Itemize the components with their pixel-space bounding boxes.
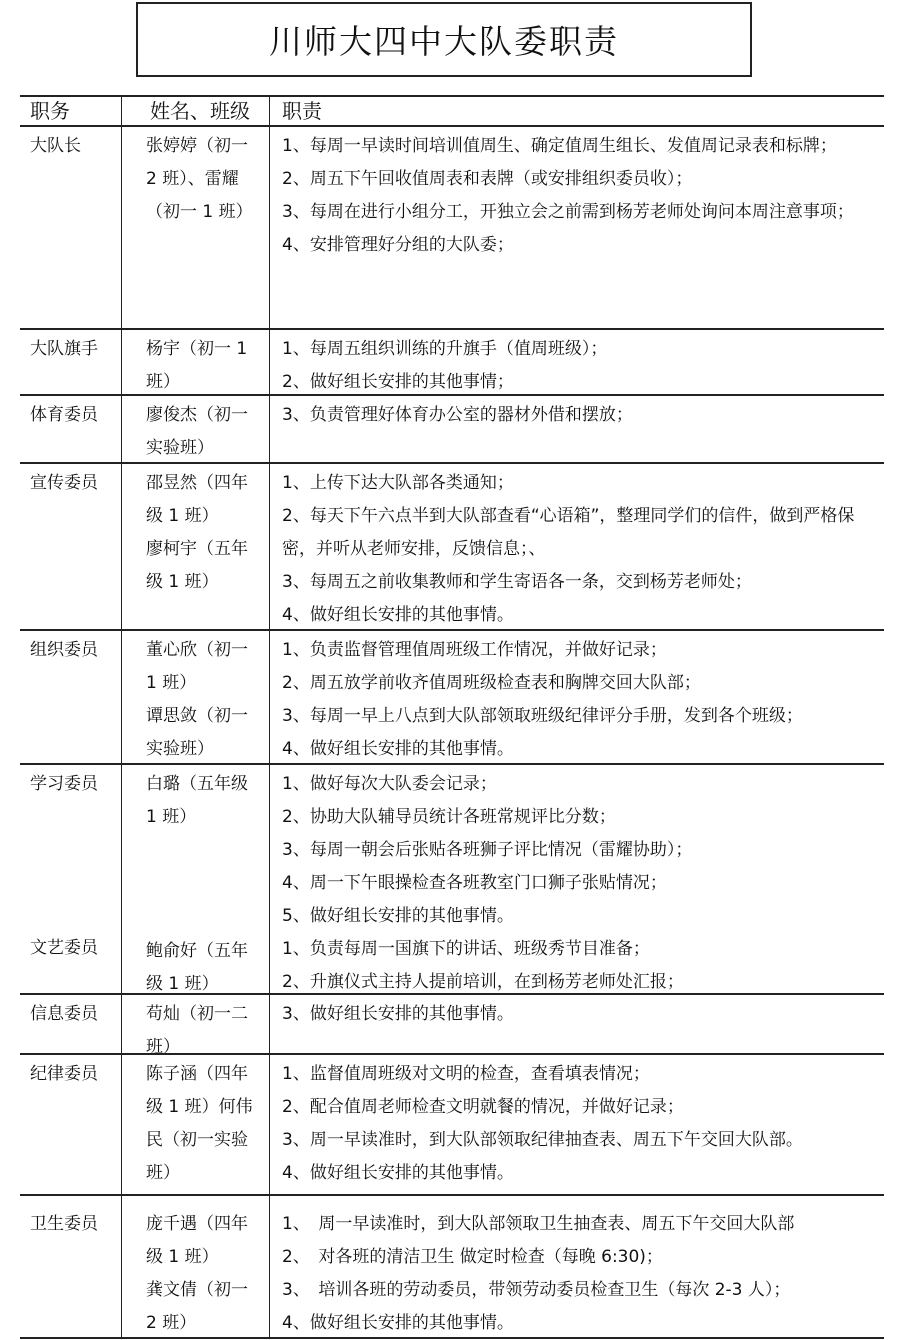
name-line: 级 1 班） <box>146 506 219 526</box>
name-line: 杨宇（初一 1 <box>146 339 248 359</box>
duty-line: 2、配合值周老师检查文明就餐的情况，并做好记录； <box>282 1097 684 1117</box>
sub-name-line: 级 1 班） <box>146 974 219 994</box>
name-line: 实验班） <box>146 438 214 458</box>
name-line: 班） <box>146 372 180 392</box>
duty-line: 2、 对各班的清洁卫生 做定时检查（每晚 6:30)； <box>282 1247 663 1267</box>
name-line: 民（初一实验 <box>146 1130 248 1150</box>
header-duty: 职责 <box>282 99 322 123</box>
duty-line: 2、做好组长安排的其他事情； <box>282 372 514 392</box>
duty-cell <box>270 1196 884 1337</box>
duty-cell <box>270 1055 884 1194</box>
name-line: 庞千遇（四年 <box>146 1214 248 1234</box>
name-cell <box>122 396 270 462</box>
sub-role-label: 文艺委员 <box>30 938 98 958</box>
name-cell <box>122 631 270 763</box>
name-line: 白璐（五年级 <box>146 774 248 794</box>
name-line: 廖俊杰（初一 <box>146 405 248 425</box>
duty-table <box>20 95 884 1339</box>
role-cell: 体育委员 <box>20 396 122 462</box>
name-cell <box>122 765 270 993</box>
duty-cell <box>270 995 884 1053</box>
name-cell <box>122 1196 270 1337</box>
name-line: 级 1 班） <box>146 1247 219 1267</box>
duty-line: 1、 周一早读准时，到大队部领取卫生抽查表、周五下午交回大队部 <box>282 1214 795 1234</box>
role-cell: 纪律委员 <box>20 1055 122 1194</box>
name-line: 班） <box>146 1163 180 1183</box>
name-line: 廖柯宇（五年 <box>146 539 248 559</box>
duty-line: 1、每周一早读时间培训值周生、确定值周生组长、发值周记录表和标牌； <box>282 136 837 156</box>
duty-line: 3、每周一早上八点到大队部领取班级纪律评分手册，发到各个班级； <box>282 706 803 726</box>
duty-line: 2、每天下午六点半到大队部查看“心语箱”，整理同学们的信件，做到严格保密，并听从老师安排，反馈信息；、 <box>282 506 855 559</box>
duty-cell <box>270 631 884 763</box>
name-line: 陈子涵（四年 <box>146 1064 248 1084</box>
name-cell <box>122 1055 270 1194</box>
name-cell <box>122 330 270 394</box>
sub-duty-line: 1、负责每周一国旗下的讲话、班级秀节目准备； <box>282 939 650 959</box>
name-cell <box>122 464 270 629</box>
duty-line: 1、负责监督管理值周班级工作情况，并做好记录； <box>282 640 667 660</box>
role-label: 学习委员 <box>30 774 98 794</box>
duty-line: 1、做好每次大队委会记录； <box>282 774 497 794</box>
table-row <box>20 396 884 464</box>
name-line: 邵昱然（四年 <box>146 473 248 493</box>
table-header <box>20 97 884 127</box>
duty-line: 2、周五放学前收齐值周班级检查表和胸牌交回大队部； <box>282 673 701 693</box>
duty-line: 2、协助大队辅导员统计各班常规评比分数； <box>282 807 616 827</box>
duty-line: 3、做好组长安排的其他事情。 <box>282 1004 514 1024</box>
sub-name-line: 鲍俞好（五年 <box>146 941 248 961</box>
name-line: 苟灿（初一二 <box>146 1004 248 1024</box>
duty-line: 3、 培训各班的劳动委员，带领劳动委员检查卫生（每次 2-3 人）； <box>282 1280 791 1300</box>
role-cell: 卫生委员 <box>20 1196 122 1337</box>
header-role: 职务 <box>20 97 122 125</box>
name-cell <box>122 127 270 328</box>
name-line: 级 1 班）何伟 <box>146 1097 253 1117</box>
duty-cell <box>270 396 884 462</box>
name-line: 实验班） <box>146 739 214 759</box>
title-box <box>136 2 752 77</box>
duty-line: 3、每周一朝会后张贴各班狮子评比情况（雷耀协助）； <box>282 840 693 860</box>
duty-line: 3、每周五之前收集教师和学生寄语各一条，交到杨芳老师处； <box>282 572 752 592</box>
page-title: 川师大四中大队委职责 <box>269 22 619 61</box>
role-cell: 大队旗手 <box>20 330 122 394</box>
name-line: 董心欣（初一 <box>146 640 248 660</box>
duty-line: 3、周一早读准时，到大队部领取纪律抽查表、周五下午交回大队部。 <box>282 1130 803 1150</box>
sub-duty-line: 2、升旗仪式主持人提前培训，在到杨芳老师处汇报； <box>282 972 684 992</box>
table-row <box>20 995 884 1055</box>
duty-line: 1、每周五组织训练的升旗手（值周班级）； <box>282 339 608 359</box>
duty-line: 3、每周在进行小组分工，开独立会之前需到杨芳老师处询问本周注意事项； <box>282 202 854 222</box>
table-row <box>20 765 884 995</box>
table-row <box>20 330 884 396</box>
name-line: 班） <box>146 1037 180 1057</box>
duty-line: 4、安排管理好分组的大队委； <box>282 235 514 255</box>
role-cell: 宣传委员 <box>20 464 122 629</box>
table-row <box>20 1055 884 1196</box>
role-cell: 大队长 <box>20 127 122 328</box>
duty-line: 1、上传下达大队部各类通知； <box>282 473 514 493</box>
name-cell <box>122 995 270 1057</box>
duty-cell <box>270 127 884 328</box>
duty-line: 4、做好组长安排的其他事情。 <box>282 605 514 625</box>
table-row <box>20 127 884 330</box>
duty-cell <box>270 330 884 394</box>
duty-line: 2、周五下午回收值周表和表牌（或安排组织委员收）； <box>282 169 693 189</box>
duty-line: 4、做好组长安排的其他事情。 <box>282 1313 514 1333</box>
duty-line: 4、做好组长安排的其他事情。 <box>282 739 514 759</box>
name-line: 级 1 班） <box>146 572 219 592</box>
name-line: （初一 1 班） <box>146 202 253 222</box>
duty-cell <box>270 765 884 993</box>
role-cell <box>20 765 122 993</box>
name-line: 张婷婷（初一 <box>146 136 248 156</box>
name-line: 2 班）、雷耀 <box>146 169 239 189</box>
duty-line: 1、监督值周班级对文明的检查，查看填表情况； <box>282 1064 650 1084</box>
name-line: 龚文倩（初一 <box>146 1280 248 1300</box>
name-line: 谭思敛（初一 <box>146 706 248 726</box>
duty-line: 4、周一下午眼操检查各班教室门口狮子张贴情况； <box>282 873 667 893</box>
table-row <box>20 631 884 765</box>
role-cell: 信息委员 <box>20 995 122 1053</box>
name-line: 1 班） <box>146 673 197 693</box>
duty-line: 3、负责管理好体育办公室的器材外借和摆放； <box>282 405 633 425</box>
duty-line: 4、做好组长安排的其他事情。 <box>282 1163 514 1183</box>
role-cell: 组织委员 <box>20 631 122 763</box>
table-row <box>20 464 884 631</box>
name-line: 2 班） <box>146 1313 197 1333</box>
header-name: 姓名、班级 <box>122 97 270 125</box>
table-row <box>20 1196 884 1339</box>
duty-line: 5、做好组长安排的其他事情。 <box>282 906 514 926</box>
name-line: 1 班） <box>146 807 197 827</box>
duty-cell <box>270 464 884 629</box>
